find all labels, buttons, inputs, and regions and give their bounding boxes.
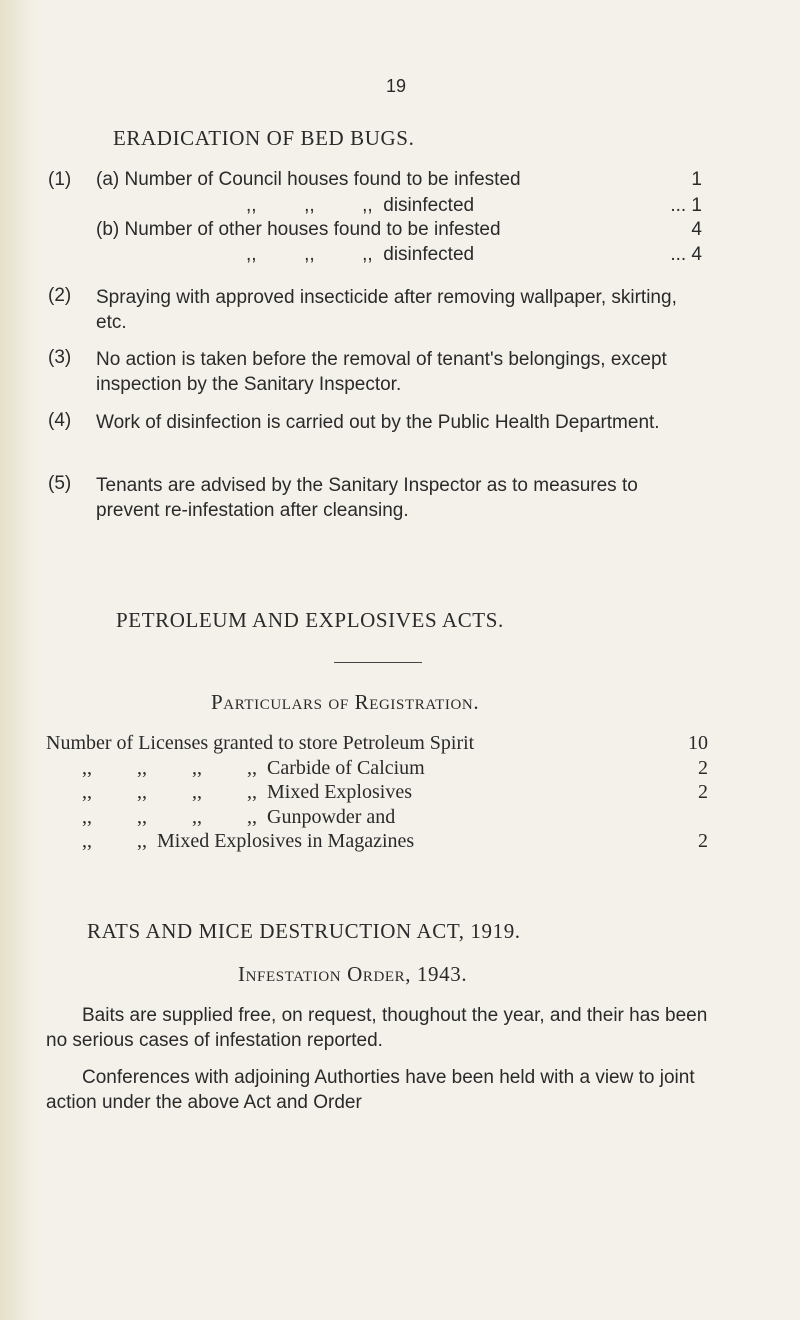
license-label: ,, ,, ,, ,, Mixed Explosives [82,781,412,803]
row-value: ... 1 [670,195,702,216]
rats-paragraph: Conferences with adjoining Authorties have been held with a view to joint action under the above Act and Order [46,1067,695,1113]
petroleum-subtitle: Particulars of Registration. [211,690,480,714]
bed-bugs-row [96,244,702,266]
license-row [46,830,708,853]
page-edge-shadow [0,0,42,1320]
row-label: (a) Number of Council houses found to be infested [96,169,521,190]
item-text: Work of disinfection is carried out by the Public Health Department. [96,412,660,433]
row-value: ... 4 [670,244,702,265]
bed-bugs-row [96,219,702,241]
item-number: (1) [48,169,72,190]
license-value: 2 [698,781,708,803]
item-number: (5) [48,473,72,494]
license-row [46,806,708,829]
row-value: 1 [691,169,702,190]
page-number: 19 [386,76,407,96]
row-label: ,, ,, ,, disinfected [246,195,475,216]
petroleum-title: PETROLEUM AND EXPLOSIVES ACTS. [116,608,504,632]
item-text: No action is taken before the removal of tenant's belongings, except inspection by the Sanitary Inspector. [96,349,667,395]
bed-bugs-title: ERADICATION OF BED BUGS. [113,126,415,150]
license-label: ,, ,, ,, ,, Gunpowder and [82,806,396,828]
item-text: Spraying with approved insecticide after removing wallpaper, skirting, etc. [96,287,677,333]
license-label: ,, ,, ,, ,, Carbide of Calcium [82,757,425,779]
item-text: Tenants are advised by the Sanitary Inspector as to measures to prevent re-infestation after cleansing. [96,475,638,521]
rats-paragraph: Baits are supplied free, on request, thoughout the year, and their has been no serious cases of infestation reported. [46,1005,708,1051]
bed-bugs-row [96,169,702,191]
license-value: 2 [698,757,708,779]
license-label: ,, ,, Mixed Explosives in Magazines [82,830,415,852]
license-row [46,781,708,804]
license-value: 10 [688,732,708,754]
bed-bugs-row [96,195,702,217]
license-row [46,732,708,755]
item-number: (2) [48,285,72,306]
row-label: (b) Number of other houses found to be infested [96,219,501,240]
section-rule [334,662,422,663]
rats-title: RATS AND MICE DESTRUCTION ACT, 1919. [87,919,521,943]
row-value: 4 [691,219,702,240]
rats-subtitle: Infestation Order, 1943. [238,962,468,986]
license-value: 2 [698,830,708,852]
row-label: ,, ,, ,, disinfected [246,244,475,265]
item-number: (4) [48,410,72,431]
license-label: Number of Licenses granted to store Petroleum Spirit [46,732,475,754]
license-row [46,757,708,780]
item-number: (3) [48,347,72,368]
